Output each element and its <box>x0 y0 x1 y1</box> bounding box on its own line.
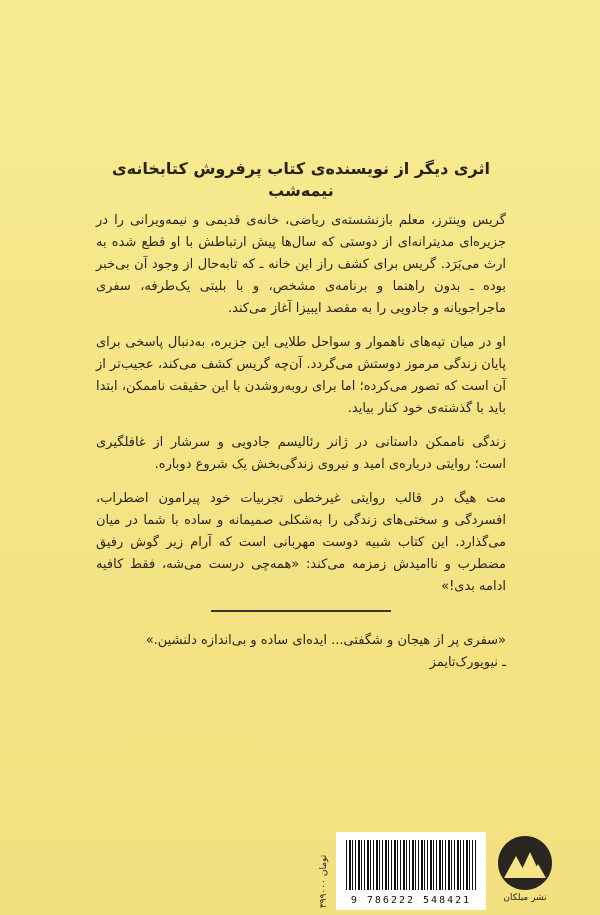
section-divider <box>211 610 391 612</box>
mountains-icon <box>504 848 546 878</box>
back-cover-text <box>96 158 506 674</box>
price-label: ۳۹۹۰۰۰ تومان <box>319 854 329 908</box>
blurb-paragraph-2: او در میان تپه‌های ناهموار و سواحل طلایی این جزیره، به‌دنبال پاسخی برای پایان زندگی مرموز دوستش می‌گردد. آن‌چه گریس کشف می‌کند، عجیب‌تر از آن است که تصور می‌کرده؛ اما برای روبه‌روشدن با این حقیقت ناممکن، ابتدا باید با گذشته‌ی خود کنار بیاید. <box>96 335 506 416</box>
isbn-barcode <box>336 832 486 910</box>
review-quote: «سفری پر از هیجان و شگفتی... ایده‌ای ساده و بی‌اندازه دلنشین.» <box>145 633 506 648</box>
publisher-name: نشر میلکان <box>503 893 547 903</box>
barcode-number: 9 786222 548421 <box>350 895 472 906</box>
blurb-heading: اثری دیگر از نویسنده‌ی کتاب پرفروش کتابخانه‌ی نیمه‌شب <box>111 159 490 200</box>
blurb-paragraph-1: گریس وینترز، معلم بازنشسته‌ی ریاضی، خانه‌ی قدیمی و نیمه‌ویرانی را در جزیره‌ای مدیترانه‌ای از دوستی که سال‌ها پیش ارتباطش با او قطع شده به ارث می‌بَرَد. گریس برای کشف راز این خانه ـ که تابه‌حال از وجود آن بی‌خبر بوده ـ بدون راهنما و برنامه‌ی مشخص، و با بلیتی یک‌طرفه، سفری ماجراجویانه و جادویی را به مقصد ایبیزا آغاز می‌کند. <box>96 213 506 316</box>
blurb-paragraph-3: زندگی ناممکن داستانی در ژانر رئالیسم جادویی و سرشار از غافلگیری است؛ روایتی درباره‌ی امید و نیروی زندگی‌بخش یک شروع دوباره. <box>96 435 506 472</box>
review-attribution: ـ نیویورک‌تایمز <box>429 655 506 670</box>
barcode-bars <box>346 840 476 890</box>
publisher-logo-icon <box>498 836 552 890</box>
blurb-paragraph-4: مت هیگ در قالب روایتی غیرخطی تجربیات خود پیرامون اضطراب، افسردگی و سختی‌های زندگی را به‌شکلی صمیمانه و ساده با شما در میان می‌گذارد. این کتاب شبیه دوست مهربانی است که آرام زیر گوش رفیق مضطرب و ناامیدش زمزمه می‌کند: «همه‌چی درست می‌شه، فقط کافیه ادامه بدی!» <box>96 491 506 594</box>
